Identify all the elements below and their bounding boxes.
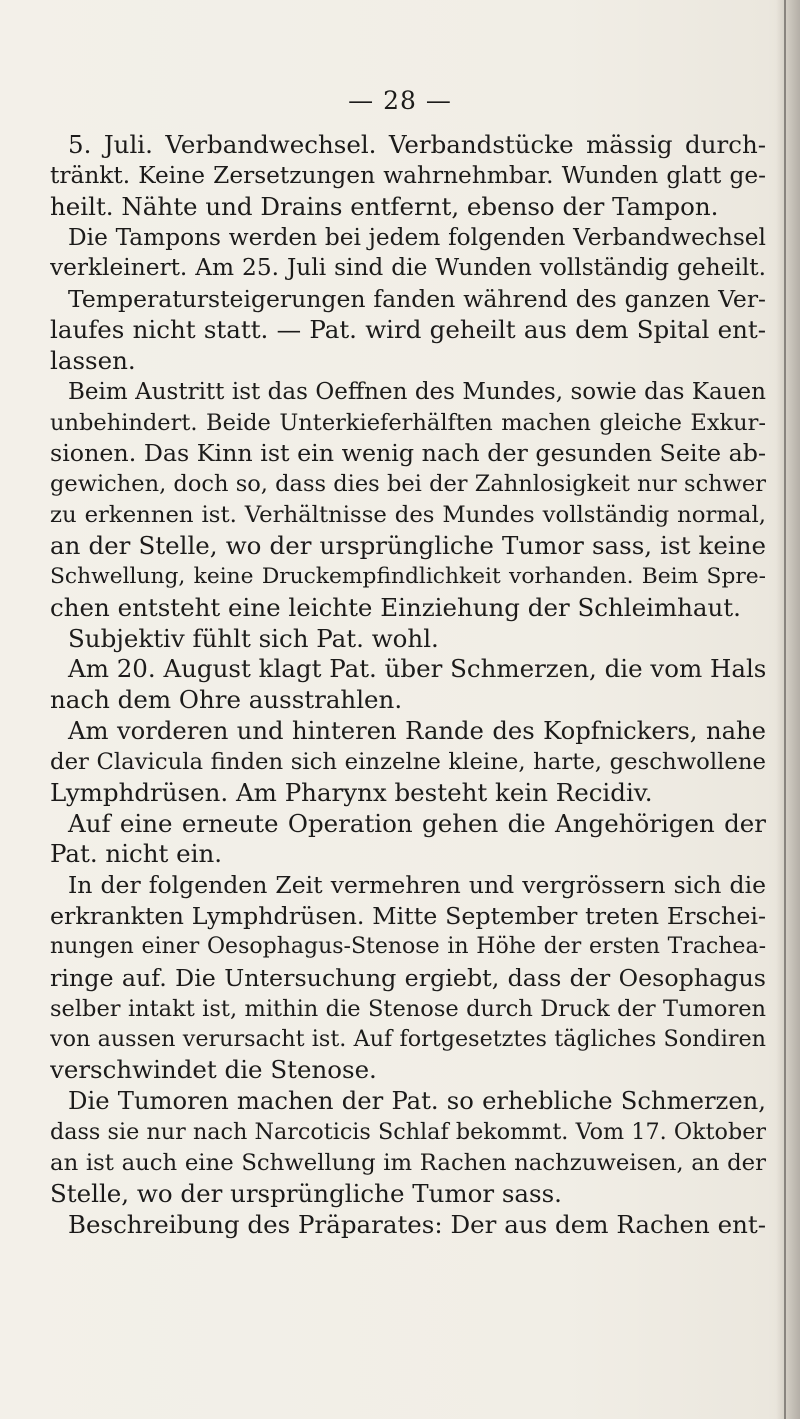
text-line: heilt. Nähte und Drains entfernt, ebenso der Tampon. xyxy=(50,191,719,221)
text-line: Die Tumoren machen der Pat. so erhebliche Schmerzen, xyxy=(68,1086,766,1116)
text-line: erkrankten Lymphdrüsen. Mitte September treten Erschei- xyxy=(50,902,766,931)
text-line: Subjektiv fühlt sich Pat. wohl. xyxy=(68,623,439,653)
text-line: selber intakt ist, mithin die Stenose durch Druck der Tumoren xyxy=(50,995,766,1022)
page-gutter-edge xyxy=(784,0,786,1419)
text-line: Beschreibung des Präparates: Der aus dem Rachen ent- xyxy=(68,1209,766,1239)
text-line: unbehindert. Beide Unterkieferhälften machen gleiche Exkur- xyxy=(50,409,766,436)
text-line: Beim Austritt ist das Oeffnen des Mundes, sowie das Kauen xyxy=(68,378,766,405)
text-line: Auf eine erneute Operation gehen die Angehörigen der xyxy=(68,808,766,838)
text-line: an ist auch eine Schwellung im Rachen nachzuweisen, an der xyxy=(50,1149,766,1176)
page-number: — 28 — xyxy=(348,86,452,115)
text-line: Pat. nicht ein. xyxy=(50,839,223,869)
text-line: lassen. xyxy=(50,345,136,375)
text-line: 5. Juli. Verbandwechsel. Verbandstücke mässig durch- xyxy=(68,130,766,159)
text-line: In der folgenden Zeit vermehren und vergrössern sich die xyxy=(68,871,766,900)
text-line: Stelle, wo der ursprüngliche Tumor sass. xyxy=(50,1178,562,1208)
text-line: zu erkennen ist. Verhältnisse des Mundes vollständig normal, xyxy=(50,502,766,529)
text-line: Am 20. August klagt Pat. über Schmerzen, die vom Hals xyxy=(68,654,766,684)
text-line: laufes nicht statt. — Pat. wird geheilt aus dem Spital ent- xyxy=(50,315,766,345)
text-line: verkleinert. Am 25. Juli sind die Wunden vollständig geheilt. xyxy=(50,254,766,282)
text-line: ringe auf. Die Untersuchung ergiebt, dass der Oesophagus xyxy=(50,963,766,992)
text-line: gewichen, doch so, dass dies bei der Zahnlosigkeit nur schwer xyxy=(50,471,766,498)
text-line: sionen. Das Kinn ist ein wenig nach der gesunden Seite ab- xyxy=(50,439,766,468)
text-line: dass sie nur nach Narcoticis Schlaf bekommt. Vom 17. Oktober xyxy=(50,1119,766,1145)
text-line: Die Tampons werden bei jedem folgenden Verbandwechsel xyxy=(68,223,766,251)
text-line: chen entsteht eine leichte Einziehung der Schleimhaut. xyxy=(50,592,741,622)
body-text xyxy=(50,130,766,1240)
text-line: Temperatursteigerungen fanden während des ganzen Ver- xyxy=(68,285,766,314)
text-line: verschwindet die Stenose. xyxy=(50,1055,377,1085)
text-line: Lymphdrüsen. Am Pharynx besteht kein Recidiv. xyxy=(50,777,653,807)
text-line: von aussen verursacht ist. Auf fortgesetztes tägliches Sondiren xyxy=(50,1026,766,1053)
text-line: der Clavicula finden sich einzelne kleine, harte, geschwollene xyxy=(50,748,766,775)
text-line: Am vorderen und hinteren Rande des Kopfnickers, nahe xyxy=(68,716,766,746)
text-line: nungen einer Oesophagus-Stenose in Höhe der ersten Trachea- xyxy=(50,933,766,959)
text-line: an der Stelle, wo der ursprüngliche Tumor sass, ist keine xyxy=(50,530,766,560)
text-line: tränkt. Keine Zersetzungen wahrnehmbar. Wunden glatt ge- xyxy=(50,161,766,189)
page-gutter-shadow xyxy=(776,0,800,1419)
text-line: Schwellung, keine Druckempfindlichkeit vorhanden. Beim Spre- xyxy=(50,563,766,589)
text-line: nach dem Ohre ausstrahlen. xyxy=(50,685,403,715)
